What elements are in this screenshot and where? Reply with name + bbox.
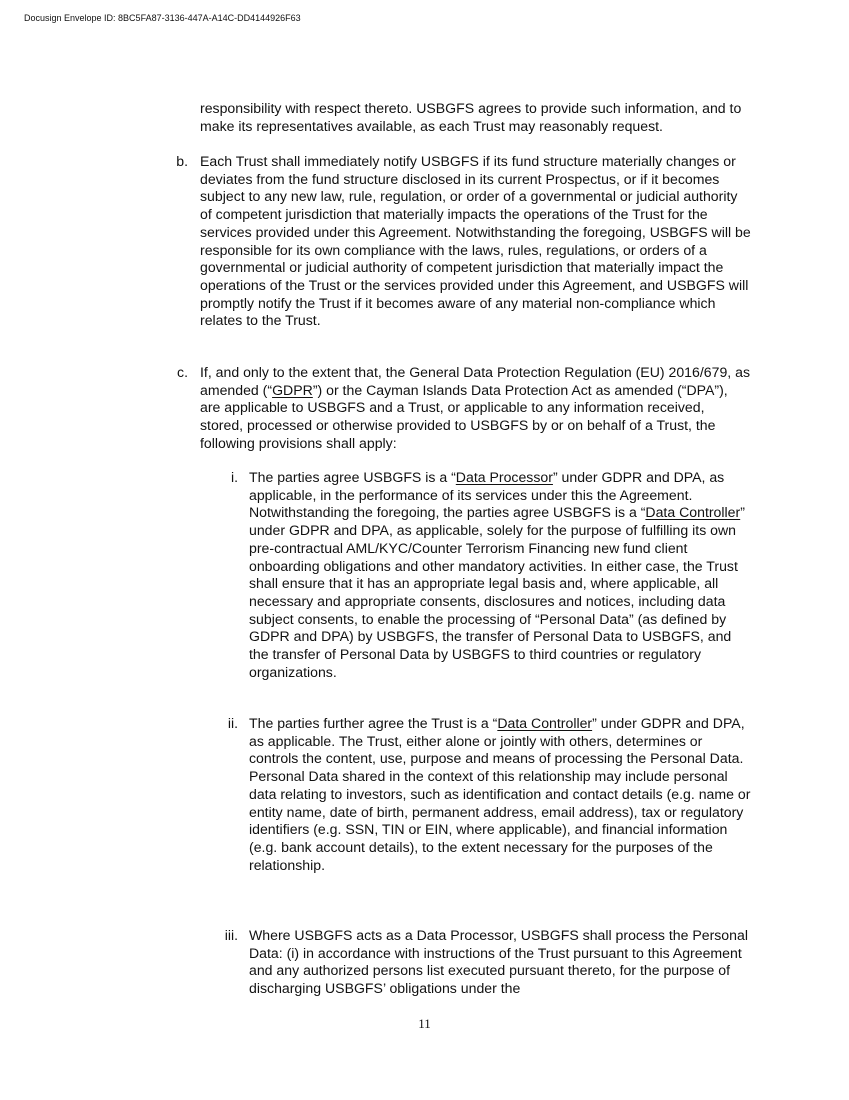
- item-iii-paragraph: Where USBGFS acts as a Data Processor, USBGFS shall process the Personal Data: (i) in accordance with instructions of the Trust pursuant to this Agreement and any authorized persons list executed pursuant thereto, for the purpose of discharging USBGFS’ obligations under the: [249, 927, 748, 997]
- item-i-label: i.: [230, 469, 238, 485]
- item-c-paragraph: [200, 364, 750, 453]
- data-processor-term: Data Processor: [455, 469, 553, 485]
- item-ii-paragraph: [249, 715, 752, 874]
- item-i-paragraph: [249, 469, 752, 681]
- continuation-paragraph: responsibility with respect thereto. USBGFS agrees to provide such information, and to make its representatives available, as each Trust may reasonably request.: [200, 100, 742, 134]
- envelope-id: Docusign Envelope ID: 8BC5FA87-3136-447A-A14C-DD4144926F63: [24, 13, 301, 23]
- item-c-text-1: If, and only to the extent that, the General Data Protection Regulation (EU) 2016/679, as amended (“: [200, 364, 750, 398]
- item-ii-text-2: ” under GDPR and DPA, as applicable. The Trust, either alone or jointly with others, determines or controls the content, use, purpose and means of processing the Personal Data. Personal Data shared in the context of this relationship may include personal data relating to investors, such as identification and contact details (e.g. name or entity name, date of birth, permanent address, email address), tax or regulatory identifiers (e.g. SSN, TIN or EIN, where applicable), and financial information (e.g. bank account details), to the extent necessary for the purposes of the relationship.: [249, 715, 751, 873]
- item-i-text-2: ” under GDPR and DPA, as applicable, in the performance of its services under this the Agreement. Notwithstanding the foregoing, the parties agree USBGFS is a “: [249, 469, 725, 521]
- item-b-paragraph: Each Trust shall immediately notify USBGFS if its fund structure materially changes or deviates from the fund structure disclosed in its current Prospectus, or if it becomes subject to any new law, rule, regulation, or order of a governmental or judicial authority of competent jurisdiction that materially impacts the operations of the Trust for the services provided under this Agreement. Notwithstanding the foregoing, USBGFS will be responsible for its own compliance with the laws, rules, regulations, or orders of a governmental or judicial authority of competent jurisdiction that materially impact the operations of the Trust or the services provided under this Agreement, and USBGFS will promptly notify the Trust if it becomes aware of any material non-compliance which relates to the Trust.: [200, 153, 751, 329]
- item-c-label: c.: [177, 364, 188, 380]
- item-c-text-2: ”) or the Cayman Islands Data Protection Act as amended (“DPA”), are applicable to USBGFS and a Trust, or applicable to any information received, stored, processed or otherwise provided to USBGFS by or on behalf of a Trust, the following provisions shall apply:: [200, 381, 728, 451]
- gdpr-defined-term: GDPR: [272, 381, 313, 398]
- item-iii-label: iii.: [224, 927, 238, 943]
- item-ii-label: ii.: [227, 715, 238, 731]
- item-i-text-3: ” under GDPR and DPA, as applicable, solely for the purpose of fulfilling its own pre-contractual AML/KYC/Counter Terrorism Financing new fund client onboarding obligations and other mandatory activities. In either case, the Trust shall ensure that it has an appropriate legal basis and, where applicable, all necessary and appropriate consents, disclosures and notices, including data subject consents, to enable the processing of “Personal Data” (as defined by GDPR and DPA) by USBGFS, the transfer of Personal Data to USBGFS, and the transfer of Personal Data by USBGFS to third countries or regulatory organizations.: [249, 504, 745, 680]
- item-ii-text-1: The parties further agree the Trust is a “: [249, 715, 498, 731]
- item-i-text-1: The parties agree USBGFS is a “: [249, 469, 456, 485]
- item-b-label: b.: [176, 153, 188, 169]
- data-controller-term-ii: Data Controller: [497, 715, 593, 731]
- page-number: 11: [418, 1016, 431, 1031]
- data-controller-term: Data Controller: [645, 504, 741, 521]
